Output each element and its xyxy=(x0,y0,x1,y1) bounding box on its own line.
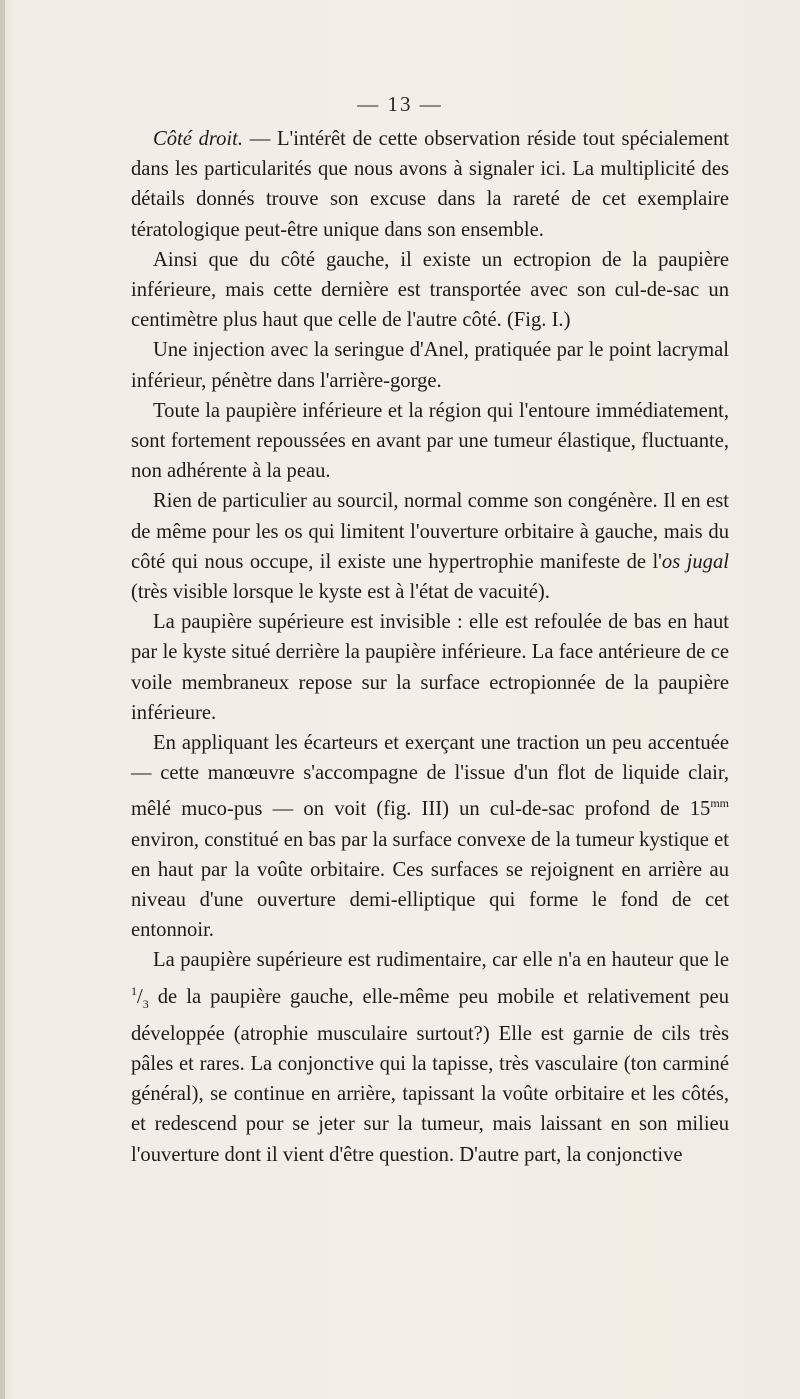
paragraph-tumeur xyxy=(131,396,729,487)
unit-superscript: mm xyxy=(710,796,729,811)
fraction-numerator: 1 xyxy=(131,983,137,998)
paragraph-text: Toute la paupière inférieure et la région qui l'entoure immédiatement, sont fortement repoussées en avant par une tumeur élastique, fluctuante, non adhérente à la peau. xyxy=(131,399,729,483)
emphasis-os-jugal: os jugal xyxy=(661,550,729,573)
page-number: — 13 — xyxy=(357,92,443,116)
paragraph-text: — L'intérêt de cette observation réside tout spécialement dans les particularités que nous avons à signaler ici. La multiplicité des détails donnés trouve son excuse dans la rareté de cet exemplaire tératologique peut-être unique dans son ensemble. xyxy=(131,128,729,241)
section-heading: Côté droit. xyxy=(153,128,244,150)
paragraph-text: La paupière supérieure est rudimentaire, car elle n'a en hauteur que le xyxy=(153,949,729,972)
paragraph-ecarteurs xyxy=(131,728,729,945)
paragraph-text: En appliquant les écarteurs et exerçant une traction un peu accentuée — cette manœuvre s'accompagne de l'issue d'un flot de liquide clair, mêlé muco-pus — on voit (fig. III) un cul-de-sac profond de 15 xyxy=(131,732,729,821)
paragraph-text: Ainsi que du côté gauche, il existe un ectropion de la paupière inférieure, mais cette dernière est transportée avec son cul-de-sac un centimètre plus haut que celle de l'autre côté. (Fig. I.) xyxy=(131,248,729,332)
fraction-slash: / xyxy=(137,985,143,1008)
paragraph-cote-droit xyxy=(131,124,729,245)
fraction-denominator: 3 xyxy=(142,996,149,1011)
paragraph-ectropion xyxy=(131,245,729,336)
paragraph-text: de la paupière gauche, elle-même peu mobile et relativement peu développée (atrophie musculaire surtout?) Elle est garnie de cils très pâles et rares. La conjonctive qui la tapisse, très vasculaire (ton carminé général), se continue en arrière, tapissant la voûte orbitaire et les côtés, et redescend pour se jeter sur la tumeur, mais laissant en son milieu l'ouverture dont il vient d'être question. D'autre part, la conjonctive xyxy=(131,985,729,1166)
paragraph-paupiere-superieure xyxy=(131,607,729,728)
paragraph-injection xyxy=(131,335,729,395)
paragraph-text: Rien de particulier au sourcil, normal comme son congénère. Il en est de même pour les os qui limitent l'ouverture orbitaire à gauche, mais du côté qui nous occupe, il existe une hypertrophie manifeste de l' xyxy=(131,490,729,573)
paragraph-sourcil xyxy=(131,486,729,607)
body-text xyxy=(131,124,729,1170)
paragraph-text: Une injection avec la seringue d'Anel, pratiquée par le point lacrymal inférieur, pénètre dans l'arrière-gorge. xyxy=(131,339,729,392)
page-binding-edge xyxy=(0,0,5,1399)
paragraph-text: environ, constitué en bas par la surface convexe de la tumeur kystique et en haut par la voûte orbitaire. Ces surfaces se rejoignent en arrière au niveau d'une ouverture demi-elliptique qui forme le fond de cet entonnoir. xyxy=(131,828,729,942)
paragraph-rudimentaire xyxy=(131,945,729,1169)
paragraph-text: La paupière supérieure est invisible : elle est refoulée de bas en haut par le kyste situé derrière la paupière inférieure. La face antérieure de ce voile membraneux repose sur la surface ectropionnée de la paupière inférieure. xyxy=(131,611,729,724)
paragraph-text: (très visible lorsque le kyste est à l'état de vacuité). xyxy=(131,581,550,604)
